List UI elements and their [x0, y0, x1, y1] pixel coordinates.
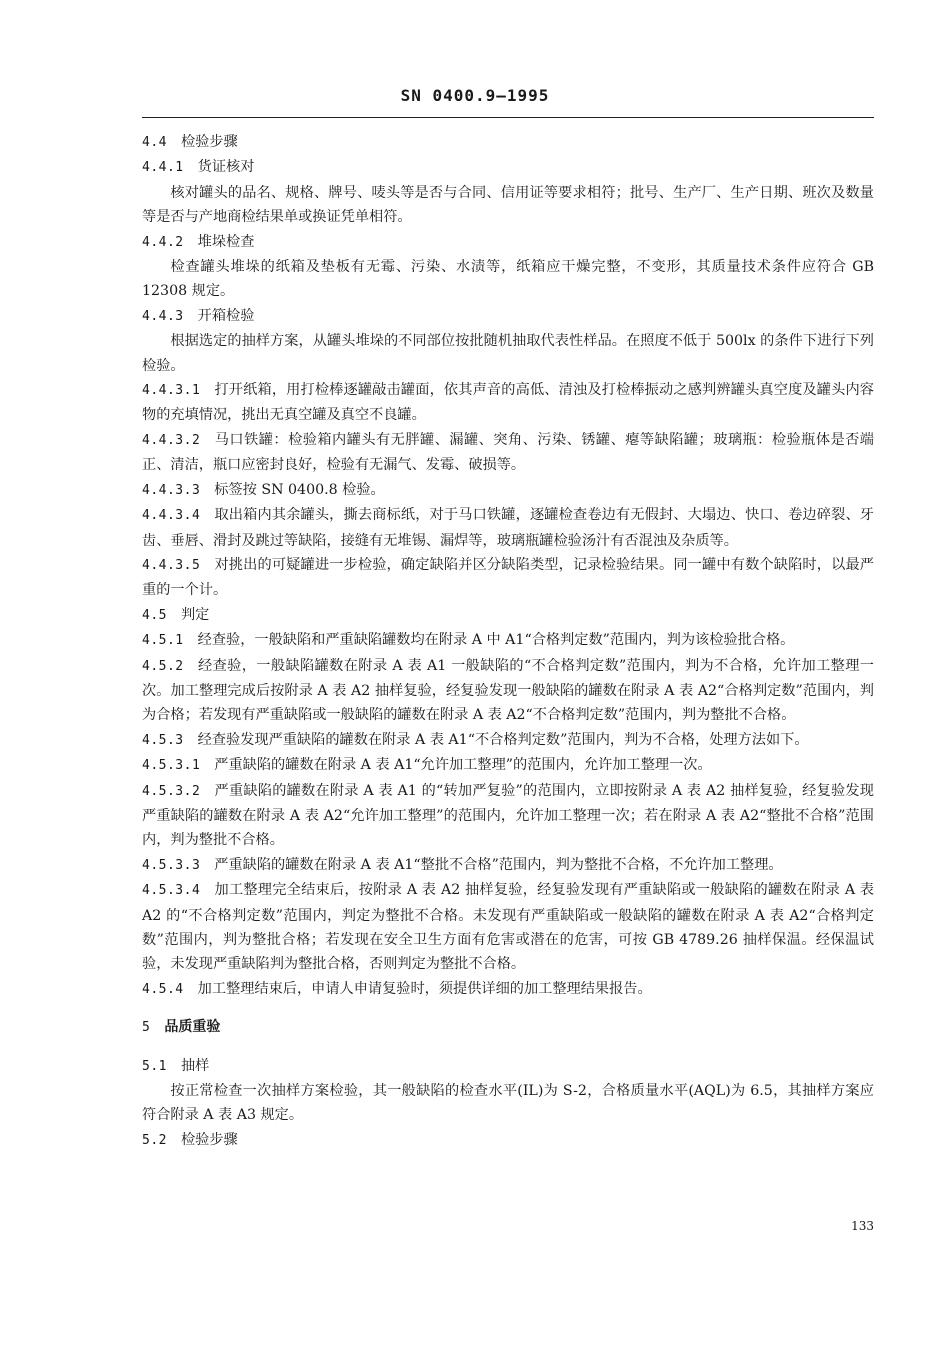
- clause-number: 4.4.3.2: [142, 432, 201, 448]
- header-rule: [142, 117, 874, 118]
- heading-5: [142, 1015, 874, 1040]
- heading-4-4-3: [142, 304, 874, 329]
- heading-4-4-2: [142, 230, 874, 255]
- section-title: 抽样: [180, 1057, 210, 1074]
- section-number: 5.1: [142, 1058, 167, 1074]
- clause-4-5-3-2: [142, 779, 874, 853]
- paragraph: 检查罐头堆垛的纸箱及垫板有无霉、污染、水渍等，纸箱应干燥完整，不变形，其质量技术条件应符合 GB 12308 规定。: [142, 259, 874, 300]
- clause-number: 4.5.1: [142, 633, 184, 649]
- clause-text: 马口铁罐：检验箱内罐头有无胖罐、漏罐、突角、污染、锈罐、瘪等缺陷罐；玻璃瓶：检验瓶体是否端正、清洁，瓶口应密封良好，检验有无漏气、发霉、破损等。: [142, 431, 874, 474]
- section-title: 品质重验: [164, 1019, 221, 1036]
- heading-5-1: [142, 1054, 874, 1079]
- clause-number: 4.4.3.3: [142, 482, 201, 498]
- document-body: [142, 130, 874, 1153]
- clause-4-4-3-3: [142, 478, 874, 503]
- paragraph: 按正常检查一次抽样方案检验，其一般缺陷的检查水平(IL)为 S-2，合格质量水平(AQL)为 6.5，其抽样方案应符合附录 A 表 A3 规定。: [142, 1083, 874, 1124]
- spacer: [142, 1002, 874, 1015]
- section-title: 货证核对: [197, 159, 255, 176]
- clause-4-5-3: [142, 728, 874, 753]
- section-number: 4.5: [142, 607, 167, 623]
- clause-number: 4.5.3.4: [142, 883, 201, 899]
- heading-4-4: [142, 130, 874, 155]
- document-number-header: SN 0400.9—1995: [400, 86, 550, 105]
- paragraph: 核对罐头的品名、规格、牌号、唛头等是否与合同、信用证等要求相符；批号、生产厂、生产日期、班次及数量等是否与产地商检结果单或换证凭单相符。: [142, 184, 874, 226]
- clause-number: 4.4.3.1: [142, 383, 201, 399]
- clause-number: 4.4.3.4: [142, 508, 201, 524]
- section-number: 4.4.1: [142, 160, 184, 176]
- clause-text: 对挑出的可疑罐进一步检验，确定缺陷并区分缺陷类型，记录检验结果。同一罐中有数个缺陷时，以最严重的一个计。: [142, 556, 874, 599]
- section-number: 4.4.3: [142, 308, 184, 324]
- clause-4-4-3-5: [142, 553, 874, 603]
- clause-number: 4.5.3.3: [142, 857, 201, 873]
- clause-4-4-3-2: [142, 428, 874, 478]
- clause-number: 4.5.2: [142, 658, 184, 674]
- clause-number: 4.5.3.2: [142, 783, 201, 799]
- clause-number: 4.4.3.5: [142, 557, 201, 573]
- section-number: 5.2: [142, 1132, 167, 1148]
- section-title: 检验步骤: [180, 1131, 238, 1148]
- clause-4-5-4: [142, 977, 874, 1002]
- clause-4-5-1: [142, 628, 874, 653]
- clause-text: 加工整理完全结束后，按附录 A 表 A2 抽样复验，经复验发现有严重缺陷或一般缺陷的罐数在附录 A 表 A2 的“不合格判定数”范围内，判定为整批不合格。未发现有严重缺陷或一般缺陷的罐数在附录 A 表 A2“合格判定数”范围内，判为整批合格；若发现在安全卫生方面有危害或潜在的危害，可按 GB 4789.26 抽样保温。经保温试验，未发现严重缺陷判为整批合格，否则判定为整批不合格。: [142, 882, 874, 973]
- clause-text: 打开纸箱，用打检棒逐罐敲击罐面，依其声音的高低、清浊及打检棒振动之感判辨罐头真空度及罐头内容物的充填情况，挑出无真空罐及真空不良罐。: [142, 382, 874, 424]
- clause-4-4-3-4: [142, 503, 874, 553]
- clause-text: 严重缺陷的罐数在附录 A 表 A1“整批不合格”范围内，判为整批不合格，不允许加工整理。: [214, 856, 783, 873]
- clause-4-5-3-3: [142, 853, 874, 878]
- clause-text: 严重缺陷的罐数在附录 A 表 A1“允许加工整理”的范围内，允许加工整理一次。: [214, 757, 712, 774]
- clause-number: 4.5.3: [142, 732, 184, 748]
- section-title: 检验步骤: [180, 134, 238, 150]
- clause-text: 加工整理结束后，申请人申请复验时，须提供详细的加工整理结果报告。: [197, 980, 652, 997]
- section-number: 5: [142, 1020, 151, 1036]
- clause-text: 取出箱内其余罐头，撕去商标纸，对于马口铁罐，逐罐检查卷边有无假封、大塌边、快口、卷边碎裂、牙齿、垂唇、滑封及跳过等缺陷，接缝有无堆锡、漏焊等，玻璃瓶罐检验汤汁有否混浊及杂质等。: [142, 507, 874, 549]
- section-number: 4.4: [142, 135, 167, 150]
- section-title: 堆垛检查: [197, 233, 255, 250]
- clause-number: 4.5.3.1: [142, 758, 201, 774]
- clause-4-5-2: [142, 654, 874, 728]
- heading-4-4-1: [142, 155, 874, 180]
- clause-text: 经查验，一般缺陷和严重缺陷罐数均在附录 A 中 A1“合格判定数”范围内，判为该检验批合格。: [197, 632, 795, 649]
- spacer: [142, 1041, 874, 1054]
- section-title: 判定: [180, 606, 210, 623]
- heading-4-5: [142, 603, 874, 628]
- clause-text: 经查验发现严重缺陷的罐数在附录 A 表 A1“不合格判定数”范围内，判为不合格，处理方法如下。: [197, 731, 809, 748]
- paragraph: 根据选定的抽样方案，从罐头堆垛的不同部位按批随机抽取代表性样品。在照度不低于 500lx 的条件下进行下列检验。: [142, 333, 874, 374]
- page-number: 133: [851, 1219, 874, 1233]
- section-number: 4.4.2: [142, 234, 184, 250]
- clause-4-5-3-1: [142, 753, 874, 778]
- section-title: 开箱检验: [197, 307, 255, 324]
- clause-4-4-3-1: [142, 378, 874, 428]
- clause-4-5-3-4: [142, 878, 874, 977]
- clause-text: 经查验，一般缺陷罐数在附录 A 表 A1 一般缺陷的“不合格判定数”范围内，判为不合格，允许加工整理一次。加工整理完成后按附录 A 表 A2 抽样复验，经复验发现一般缺陷的罐数在附录 A 表 A2“合格判定数”范围内，判为合格；若发现有严重缺陷或一般缺陷的罐数在附录 A 表 A2“不合格判定数”范围内，判为整批不合格。: [142, 657, 874, 724]
- heading-5-2: [142, 1128, 874, 1153]
- clause-text: 严重缺陷的罐数在附录 A 表 A1 的“转加严复验”的范围内，立即按附录 A 表 A2 抽样复验，经复验发现严重缺陷的罐数在附录 A 表 A2“允许加工整理”的范围内，允许加工整理一次；若在附录 A 表 A2“整批不合格”范围内，判为整批不合格。: [142, 782, 874, 849]
- clause-text: 标签按 SN 0400.8 检验。: [214, 481, 385, 498]
- clause-number: 4.5.4: [142, 981, 184, 997]
